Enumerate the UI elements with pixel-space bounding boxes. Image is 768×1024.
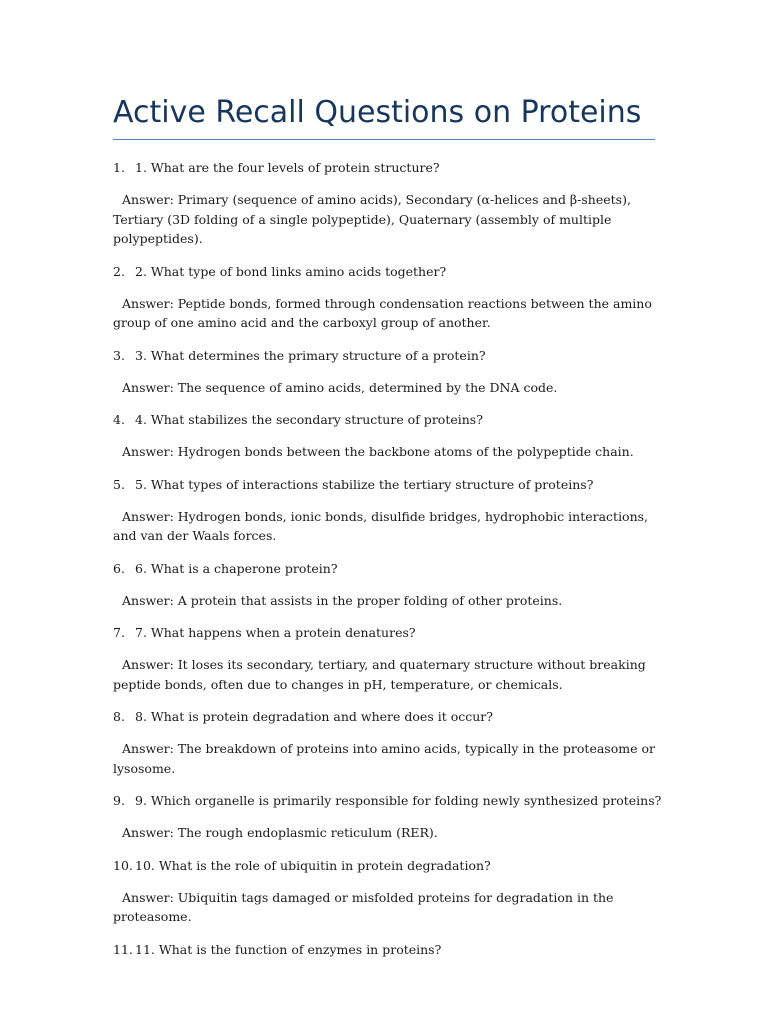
question-4 xyxy=(113,410,658,429)
title-underline xyxy=(113,139,655,140)
answer-4: Answer: Hydrogen bonds between the backbone atoms of the polypeptide chain. xyxy=(122,444,634,459)
question-number: 11. xyxy=(113,941,133,957)
question-number: 3. xyxy=(113,347,125,363)
question-text: 11. What is the function of enzymes in proteins? xyxy=(135,941,442,957)
question-text: 6. What is a chaperone protein? xyxy=(135,560,338,576)
question-text: 9. Which organelle is primarily responsible for folding newly synthesized proteins? xyxy=(135,793,662,808)
question-number: 9. xyxy=(113,793,125,808)
question-number: 6. xyxy=(113,560,125,576)
question-10 xyxy=(113,856,658,875)
question-text: 5. What types of interactions stabilize the tertiary structure of proteins? xyxy=(135,476,594,492)
question-1 xyxy=(113,158,658,177)
question-text: 10. What is the role of ubiquitin in protein degradation? xyxy=(135,857,491,873)
question-text: 7. What happens when a protein denatures? xyxy=(135,625,416,640)
question-number: 5. xyxy=(113,476,125,492)
question-text: 8. What is protein degradation and where does it occur? xyxy=(135,709,493,724)
question-11 xyxy=(113,940,658,959)
question-number: 8. xyxy=(113,709,125,724)
question-5 xyxy=(113,475,658,494)
question-text: 3. What determines the primary structure of a protein? xyxy=(135,347,486,363)
answer-3: Answer: The sequence of amino acids, determined by the DNA code. xyxy=(122,379,558,395)
answer-6: Answer: A protein that assists in the proper folding of other proteins. xyxy=(122,592,563,608)
answer-1: Answer: Primary (sequence of amino acids), Secondary (α-helices and β-sheets), Tertiary (3D folding of a single polypeptide), Quaternary (assembly of multiple polypeptides). xyxy=(113,192,631,246)
question-number: 1. xyxy=(113,160,125,175)
answer-8: Answer: The breakdown of proteins into amino acids, typically in the proteasome or lysosome. xyxy=(113,741,655,776)
answer-7: Answer: It loses its secondary, tertiary, and quaternary structure without breaking peptide bonds, often due to changes in pH, temperature, or chemicals. xyxy=(113,657,646,692)
question-2 xyxy=(113,262,658,281)
document-title: Active Recall Questions on Proteins xyxy=(113,95,642,130)
question-text: 4. What stabilizes the secondary structure of proteins? xyxy=(135,412,483,427)
question-8 xyxy=(113,707,658,726)
question-number: 4. xyxy=(113,412,125,427)
question-6 xyxy=(113,559,658,578)
question-number: 2. xyxy=(113,263,125,279)
question-7 xyxy=(113,623,658,642)
answer-10: Answer: Ubiquitin tags damaged or misfolded proteins for degradation in the proteasome. xyxy=(113,889,614,924)
question-number: 7. xyxy=(113,625,125,640)
answer-2: Answer: Peptide bonds, formed through condensation reactions between the amino group of one amino acid and the carboxyl group of another. xyxy=(113,295,652,330)
question-number: 10. xyxy=(113,857,133,873)
answer-5: Answer: Hydrogen bonds, ionic bonds, disulfide bridges, hydrophobic interactions, and van der Waals forces. xyxy=(113,508,649,543)
question-text: 2. What type of bond links amino acids together? xyxy=(135,263,447,279)
answer-9: Answer: The rough endoplasmic reticulum (RER). xyxy=(122,825,438,840)
question-9 xyxy=(113,791,662,810)
question-3 xyxy=(113,346,658,365)
question-text: 1. What are the four levels of protein structure? xyxy=(135,160,440,175)
qa-list xyxy=(113,158,662,972)
